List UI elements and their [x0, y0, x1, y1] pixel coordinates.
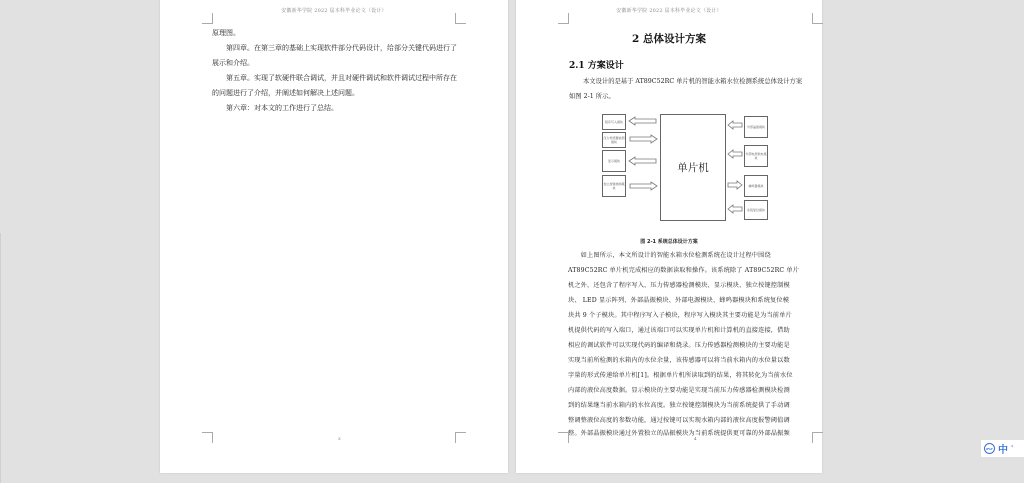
ime-punctuation-toggle[interactable]: '	[1011, 444, 1014, 453]
module-box-power-supply: 外部电源供电模块	[744, 145, 768, 167]
paragraph-line: 字量的形式传递给单片机[1]。根据单片机所读取到的结果，将其转化为当前水位	[568, 372, 793, 379]
figure-caption: 图 2-1 系统总体设计方案	[640, 239, 698, 245]
module-box-keypad: 独立按键控制模块	[602, 175, 626, 197]
section-title: 2.1 方案设计	[569, 61, 624, 71]
margin-corner-mark	[455, 13, 466, 24]
page-header: 安徽新华学院 2022 届本科毕业论文（设计）	[281, 8, 387, 14]
paragraph: 本文设计的是基于 AT89C52RC 单片机的智能水箱水位检测系统总体设计方案	[583, 78, 803, 85]
left-edge-line	[0, 233, 1, 483]
paragraph-line: 机提供代码的写入端口，通过该端口可以实现单片机和计算机的直接连接，借助	[568, 327, 790, 334]
module-box-buzzer: 蜂鸣器模块	[744, 175, 768, 197]
paragraph-line: 内部的液位高度数据。显示模块的主要功能是实现当前压力传感器检测模块检测	[568, 387, 790, 394]
ime-language-toggle[interactable]: 中	[998, 445, 1008, 456]
page-number: 4	[694, 436, 697, 441]
ime-logo-icon[interactable]: iFLY	[984, 443, 995, 454]
paragraph-line: 整调整液位高度的参数功能，通过按键可以实现水箱内部的液位高度报警阈值调	[568, 417, 790, 424]
document-page-3	[160, 0, 508, 473]
paragraph-line: 实现当前所检测的水箱内的水位余量，该传感器可以将当前水箱内的水位量以数	[568, 357, 790, 364]
page-header: 安徽新华学院 2022 届本科毕业论文（设计）	[616, 8, 722, 14]
paragraph-line: 机之外，还包含了程序写入、压力传感器检测模块、显示模块、独立按键控制模	[568, 282, 790, 289]
margin-corner-mark	[202, 13, 213, 24]
mcu-block: 单片机	[660, 114, 726, 221]
module-box-program-write: 程序写入模块	[602, 114, 626, 130]
margin-corner-mark	[202, 432, 213, 443]
paragraph: 第五章。实现了软硬件联合调试，并且对硬件调试和软件调试过程中所存在	[226, 74, 457, 82]
paragraph: 第四章。在第三章的基础上实现软件部分代码设计，给部分关键代码进行了	[226, 44, 457, 52]
module-box-display: 显示模块	[602, 150, 626, 172]
paragraph-line: 块、 LED 显示阵列、外部晶振模块、外部电源模块、蜂鸣器模块和系统复位模	[568, 297, 790, 304]
paragraph: 展示和介绍。	[212, 59, 254, 67]
arrow-left-icon	[628, 116, 658, 126]
module-box-reset: 系统复位模块	[744, 200, 768, 220]
paragraph: 如图 2-1 所示。	[569, 93, 615, 100]
arrow-left-icon	[727, 149, 743, 159]
page-number: 3	[338, 436, 341, 441]
arrow-left-icon	[628, 156, 658, 166]
paragraph-line: 如上图所示，本文所设计的智能水箱水位检测系统在设计过程中围绕	[568, 252, 771, 259]
margin-corner-mark	[558, 432, 569, 443]
chapter-title: 2 总体设计方案	[632, 33, 706, 45]
document-page-4	[516, 0, 822, 473]
module-box-pressure-sensor: 压力传感器检测模块	[602, 132, 626, 148]
arrow-left-icon	[727, 120, 743, 130]
ime-toolbar[interactable]	[981, 440, 1024, 457]
margin-corner-mark	[812, 432, 823, 443]
paragraph-line: AT89C52RC 单片机完成相应的数据读取和操作。该系统除了 AT89C52RC 单片	[568, 267, 800, 274]
paragraph-line: 整。外部晶振模块通过外置独立的晶振模块为当前系统提供更可靠的外部晶振频	[568, 430, 790, 437]
arrow-left-icon	[727, 204, 743, 214]
arrow-right-icon	[727, 180, 743, 190]
paragraph-line: 块共 9 个子模块。其中程序写入子模块，程序写入模块其主要功能是为当前单片	[568, 312, 792, 319]
arrow-right-icon	[628, 181, 658, 191]
paragraph-line: 到的结果继当前水箱内的水位高度。独立按键控制模块为当前系统提供了手动调	[568, 402, 790, 409]
module-box-crystal: 外部晶振模块	[744, 116, 768, 138]
paragraph: 的问题进行了介绍，并阐述如何解决上述问题。	[212, 89, 359, 97]
system-block-diagram	[516, 0, 822, 250]
margin-corner-mark	[455, 432, 466, 443]
paragraph-line: 相应的调试软件可以实现代码的编译和烧录。压力传感器检测模块的主要功能是	[568, 342, 790, 349]
paragraph: 原理图。	[212, 29, 240, 37]
paragraph: 第六章：对本文的工作进行了总结。	[226, 104, 338, 112]
arrow-right-icon	[628, 134, 658, 144]
